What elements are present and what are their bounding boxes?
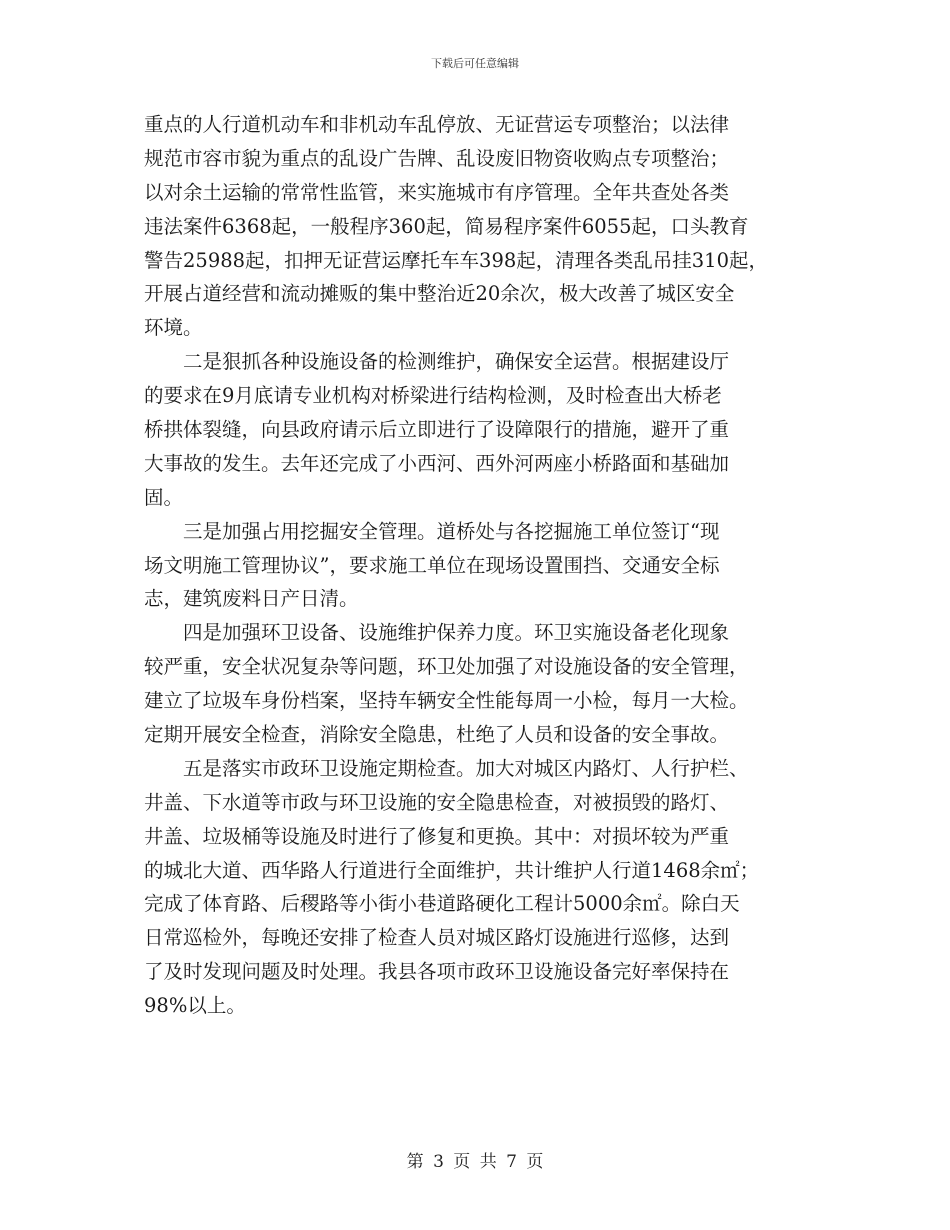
- text-line: 的要求在9月底请专业机构对桥梁进行结构检测，及时检查出大桥老: [144, 384, 722, 408]
- text-line: 井盖、垃圾桶等设施及时进行了修复和更换。其中：对损坏较为严重: [144, 824, 730, 848]
- text-line: 的城北大道、西华路人行道进行全面维护，共计维护人行道1468余㎡；: [144, 858, 760, 882]
- text-line: 违法案件6368起，一般程序360起，简易程序案件6055起，口头教育: [144, 214, 749, 238]
- text-line: 五是落实市政环卫设施定期检查。加大对城区内路灯、人行护栏、: [183, 756, 749, 780]
- body-text: [144, 108, 814, 1023]
- text-line: 四是加强环卫设备、设施维护保养力度。环卫实施设备老化现象: [183, 621, 730, 645]
- text-line: 完成了体育路、后稷路等小街小巷道路硬化工程计5000余㎡。除白天: [144, 892, 740, 916]
- text-line: 日常巡检外，每晚还安排了检查人员对城区路灯设施进行巡修，达到: [144, 926, 730, 950]
- page-header: 下载后可任意编辑: [431, 57, 519, 70]
- text-line: 重点的人行道机动车和非机动车乱停放、无证营运专项整治；以法律: [144, 113, 730, 136]
- text-line: 以对余土运输的常常性监管，来实施城市有序管理。全年共查处各类: [144, 180, 730, 204]
- text-line: 建立了垃圾车身份档案，坚持车辆安全性能每周一小检，每月一大检。: [144, 689, 749, 713]
- text-line: 较严重，安全状况复杂等问题，环卫处加强了对设施设备的安全管理，: [144, 655, 749, 679]
- text-line: 井盖、下水道等市政与环卫设施的安全隐患检查，对被损毁的路灯、: [144, 790, 730, 814]
- text-line: 98%以上。: [144, 994, 246, 1018]
- text-line: 桥拱体裂缝，向县政府请示后立即进行了设障限行的措施，避开了重: [144, 418, 730, 442]
- text-line: 环境。: [144, 316, 203, 340]
- text-line: 大事故的发生。去年还完成了小西河、西外河两座小桥路面和基础加: [144, 451, 730, 475]
- text-line: 二是狠抓各种设施设备的检测维护，确保安全运营。根据建设厅: [183, 350, 730, 374]
- text-line: 志，建筑废料日产日清。: [144, 587, 359, 611]
- text-line: 三是加强占用挖掘安全管理。道桥处与各挖掘施工单位签订“现: [183, 519, 720, 543]
- text-line: 开展占道经营和流动摊贩的集中整治近20余次，极大改善了城区安全: [144, 282, 735, 306]
- text-line: 固。: [144, 485, 184, 509]
- page-footer: 第 3 页 共 7 页: [406, 1152, 544, 1172]
- text-line: 规范市容市貌为重点的乱设广告牌、乱设废旧物资收购点专项整治；: [144, 146, 730, 170]
- text-line: 了及时发现问题及时处理。我县各项市政环卫设施设备完好率保持在: [144, 960, 730, 984]
- text-line: 警告25988起，扣押无证营运摩托车车398起，清理各类乱吊挂310起，: [144, 248, 768, 272]
- text-line: 定期开展安全检查，消除安全隐患，杜绝了人员和设备的安全事故。: [144, 723, 730, 747]
- text-line: 场文明施工管理协议”，要求施工单位在现场设置围挡、交通安全标: [144, 553, 720, 577]
